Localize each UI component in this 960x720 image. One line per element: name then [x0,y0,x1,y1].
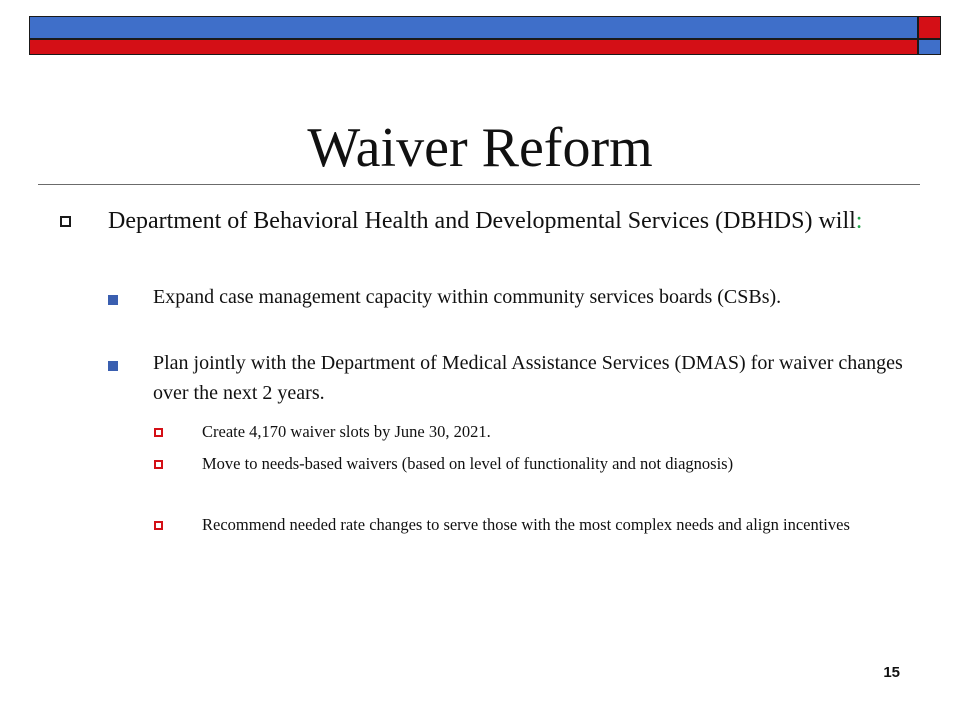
slide-title: Waiver Reform [307,117,653,179]
red-hollow-square-bullet-icon [154,521,163,530]
header-blue-stripe [29,16,918,39]
sub-sub-point: Move to needs-based waivers (based on level of functionality and not diagnosis) [202,454,734,473]
sub-point: Expand case management capacity within community services boards (CSBs). [153,286,782,308]
red-hollow-square-bullet-icon [154,460,163,469]
main-point-colon: : [855,208,863,234]
hollow-square-bullet-icon [60,216,71,227]
header-red-stripe [29,39,918,55]
page-number: 15 [883,664,900,681]
sub-point: Plan jointly with the Department of Medical Assistance Services (DMAS) for waiver changes over the next 2 years. [153,352,903,404]
filled-square-bullet-icon [108,295,118,305]
sub-sub-point: Recommend needed rate changes to serve those with the most complex needs and align incentives [202,515,850,534]
red-hollow-square-bullet-icon [154,428,163,437]
filled-square-bullet-icon [108,361,118,371]
main-point-text: Department of Behavioral Health and Developmental Services (DBHDS) will [108,208,856,234]
main-point [108,205,908,238]
title-divider [38,184,920,185]
header-red-square [918,16,941,39]
header-blue-square [918,39,941,55]
sub-sub-point: Create 4,170 waiver slots by June 30, 2021. [202,422,491,441]
